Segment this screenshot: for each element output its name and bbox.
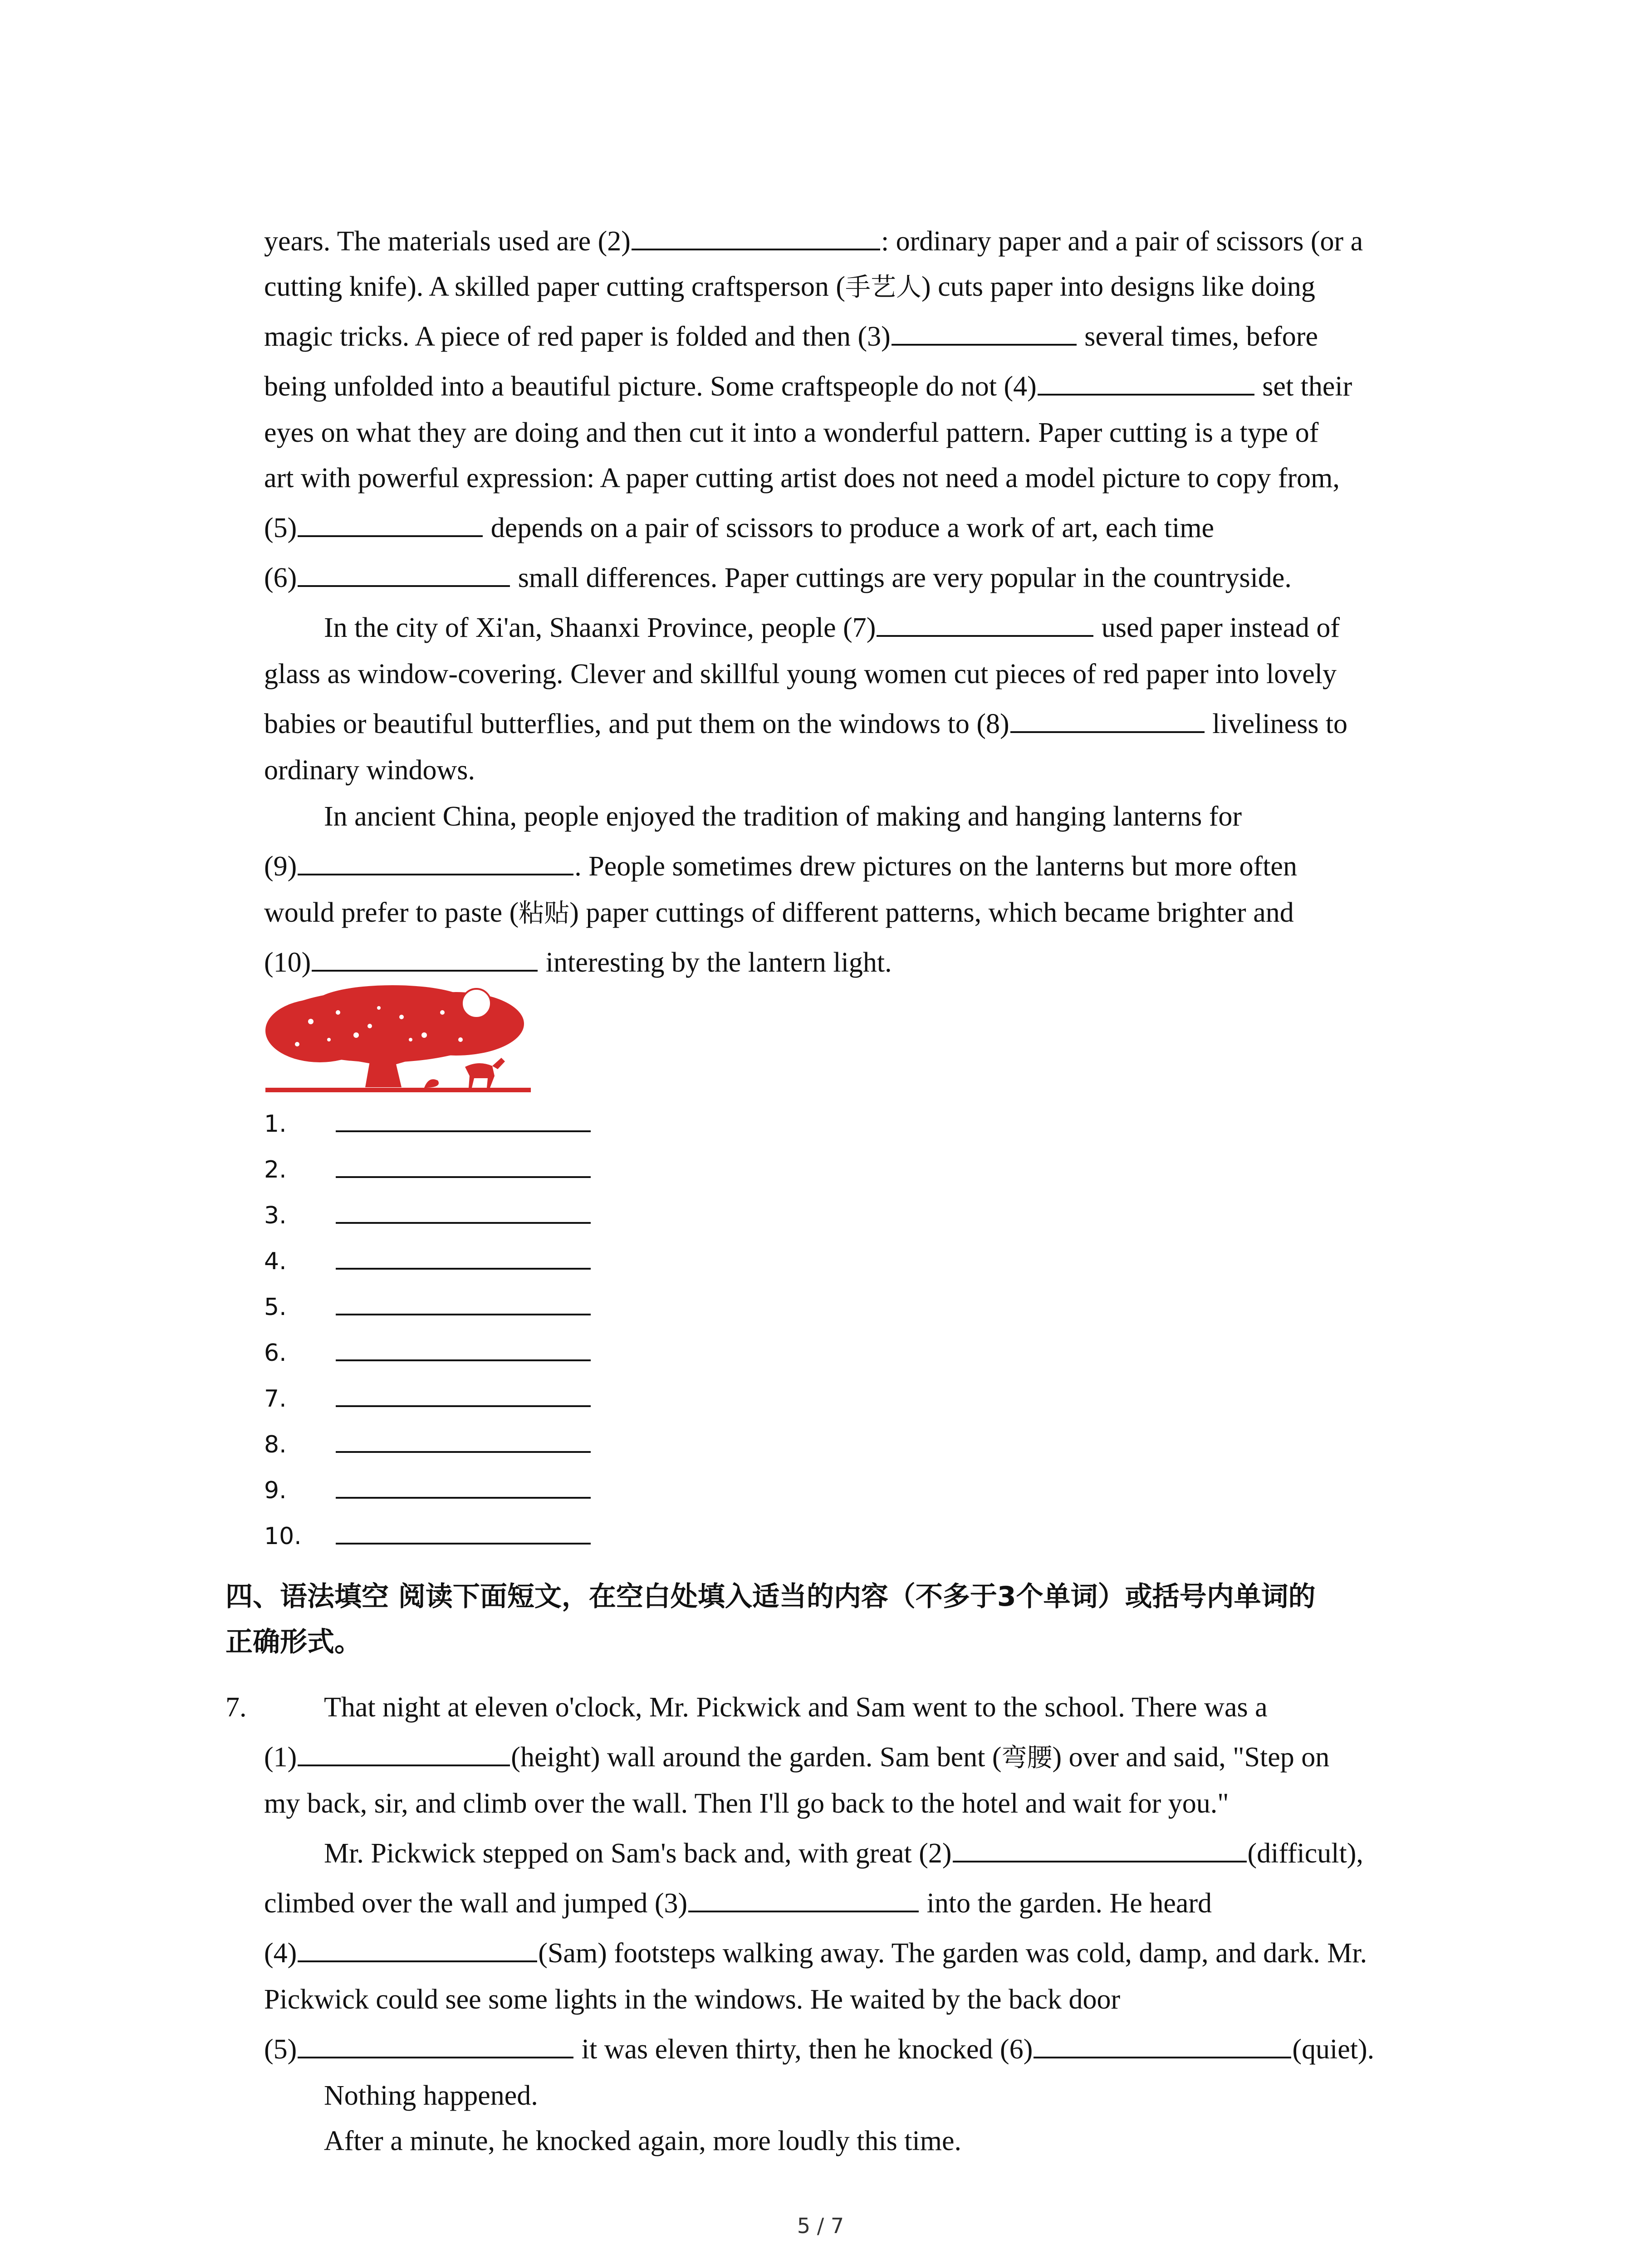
passage-line [264,938,1435,987]
blank-5[interactable] [298,507,483,537]
q7-blank-2[interactable] [953,1833,1247,1862]
answer-number: 7. [264,1385,287,1413]
text-span: Nothing happened. [324,2080,538,2111]
passage-line: glass as window-covering. Clever and skillful young women cut pieces of red paper into lovely [264,659,1337,689]
passage-line [264,2071,1435,2120]
passage-line: my back, sir, and climb over the wall. Then I'll go back to the hotel and wait for you." [264,1788,1229,1819]
passage-line [264,842,1435,891]
text-span: : ordinary paper and a pair of scissors (or a [881,226,1363,257]
passage-line [264,699,1435,748]
passage-line [264,2116,1435,2165]
answer-blank[interactable] [336,1543,591,1545]
answer-blank[interactable] [336,1222,591,1224]
answer-row [264,1147,627,1193]
text-span: set their [1255,371,1352,402]
answer-blank[interactable] [336,1359,591,1361]
answer-blank[interactable] [336,1176,591,1178]
passage-line [264,362,1435,411]
text-span: into the garden. He heard [920,1888,1212,1919]
text-span: (5) [264,2034,297,2065]
text-span: it was eleven thirty, then he knocked (6) [574,2034,1033,2065]
passage-line [264,792,1435,841]
answer-blank[interactable] [336,1314,591,1315]
passage-line [264,888,1435,938]
text-span: magic tricks. A piece of red paper is folded and then (3) [264,321,891,352]
text-span: ) over and said, "Step on [1052,1742,1330,1773]
text-span: liveliness to [1205,709,1348,739]
passage-line: Pickwick could see some lights in the windows. He waited by the back door [264,1984,1121,2015]
text-span: Mr. Pickwick stepped on Sam's back and, with great (2) [324,1838,952,1869]
passage-line [264,553,1435,602]
q7-blank-6[interactable] [1034,2028,1291,2058]
answer-row [264,1330,627,1376]
answer-row [264,1101,627,1147]
blank-7[interactable] [877,607,1093,637]
text-span: small differences. Paper cuttings are very popular in the countryside. [511,562,1292,593]
text-span: years. The materials used are (2) [264,226,631,257]
blank-6[interactable] [298,557,510,587]
answer-row [264,1468,627,1513]
text-span: climbed over the wall and jumped (3) [264,1888,688,1919]
q7-blank-3[interactable] [688,1882,919,1912]
blank-3[interactable] [892,316,1077,346]
passage-line [264,1733,1435,1783]
section-four-title [225,1574,1450,1665]
text-span: (6) [264,562,297,593]
answer-number: 2. [264,1156,287,1183]
answer-number: 5. [264,1294,287,1321]
text-span: In the city of Xi'an, Shaanxi Province, people (7) [324,612,876,643]
q7-blank-4[interactable] [298,1932,537,1962]
passage-line: art with powerful expression: A paper cutting artist does not need a model picture to copy from, [264,463,1340,494]
q7-blank-1[interactable] [298,1736,510,1766]
text-span: (4) [264,1938,297,1969]
answer-row [264,1422,627,1467]
text-span: ) cuts paper into designs like doing [921,271,1315,302]
text-span: . People sometimes drew pictures on the lanterns but more often [574,851,1297,882]
text-span: After a minute, he knocked again, more loudly this time. [324,2126,961,2156]
text-span: ) paper cuttings of different patterns, which became brighter and [569,897,1294,928]
answer-number: 6. [264,1339,287,1367]
passage-line [264,1879,1435,1928]
text-span: (quiet). [1292,2034,1375,2065]
text-span: (10) [264,947,311,978]
answer-number: 9. [264,1477,287,1504]
q7-blank-5[interactable] [298,2028,573,2058]
text-span: (5) [264,513,297,543]
passage-line [264,262,1435,312]
passage-line [264,1829,1435,1878]
answer-number: 3. [264,1202,287,1229]
text-span: In ancient China, people enjoyed the tradition of making and hanging lanterns for [324,801,1242,832]
passage-line: eyes on what they are doing and then cut it into a wonderful pattern. Paper cutting is a type of [264,417,1319,448]
answer-row [264,1285,627,1330]
text-span: (Sam) footsteps walking away. The garden was cold, damp, and dark. Mr. [538,1938,1367,1969]
answer-number: 8. [264,1431,287,1458]
answer-number: 1. [264,1110,287,1138]
passage-line: ordinary windows. [264,755,475,786]
answer-row [264,1239,627,1284]
answer-number: 4. [264,1248,287,1275]
passage-line [264,312,1435,361]
section-title-line: 正确形式。 [225,1626,362,1658]
passage-line [264,217,1435,266]
passage-line [264,2025,1435,2074]
passage-line [264,603,1435,652]
text-span: depends on a pair of scissors to produce a work of art, each time [484,513,1215,543]
answer-number: 10. [264,1523,302,1550]
text-span: used paper instead of [1094,612,1340,643]
answer-row [264,1514,627,1559]
chinese-gloss: 弯腰 [1001,1743,1053,1773]
passage-line [264,503,1435,552]
blank-9[interactable] [298,846,573,875]
text-span: (9) [264,851,297,882]
chinese-gloss: 粘贴 [519,899,570,928]
text-span: That night at eleven o'clock, Mr. Pickwick and Sam went to the school. There was a [324,1692,1268,1723]
blank-10[interactable] [312,942,538,972]
text-span: (height) wall around the garden. Sam bent ( [511,1742,1002,1773]
text-span: cutting knife). A skilled paper cutting craftsperson ( [264,271,845,302]
text-span: several times, before [1077,321,1318,352]
text-span: would prefer to paste ( [264,897,519,928]
chinese-gloss: 手艺人 [845,273,921,302]
text-span: being unfolded into a beautiful picture. Some craftspeople do not (4) [264,371,1037,402]
answer-row [264,1193,627,1238]
passage-line [264,1929,1435,1978]
section-title-line: 四、语法填空 阅读下面短文，在空白处填入适当的内容（不多于3个单词）或括号内单词的 [225,1581,1316,1613]
passage-line [264,1683,1435,1732]
answer-blank[interactable] [336,1497,591,1499]
text-span: interesting by the lantern light. [539,947,892,978]
answer-blank[interactable] [336,1268,591,1270]
blank-8[interactable] [1010,703,1205,733]
answer-blank[interactable] [336,1451,591,1453]
blank-4[interactable] [1038,366,1254,396]
text-span: babies or beautiful butterflies, and put them on the windows to (8) [264,709,1009,739]
answer-blank[interactable] [336,1405,591,1407]
text-span: (1) [264,1742,297,1773]
blank-2[interactable] [632,220,880,250]
paper-cutting-tree-image [265,985,531,1094]
text-span: (difficult), [1247,1838,1363,1869]
answer-blank[interactable] [336,1130,591,1132]
answer-row [264,1376,627,1422]
page-number: 5 / 7 [797,2214,844,2238]
question-number: 7. [225,1692,247,1723]
